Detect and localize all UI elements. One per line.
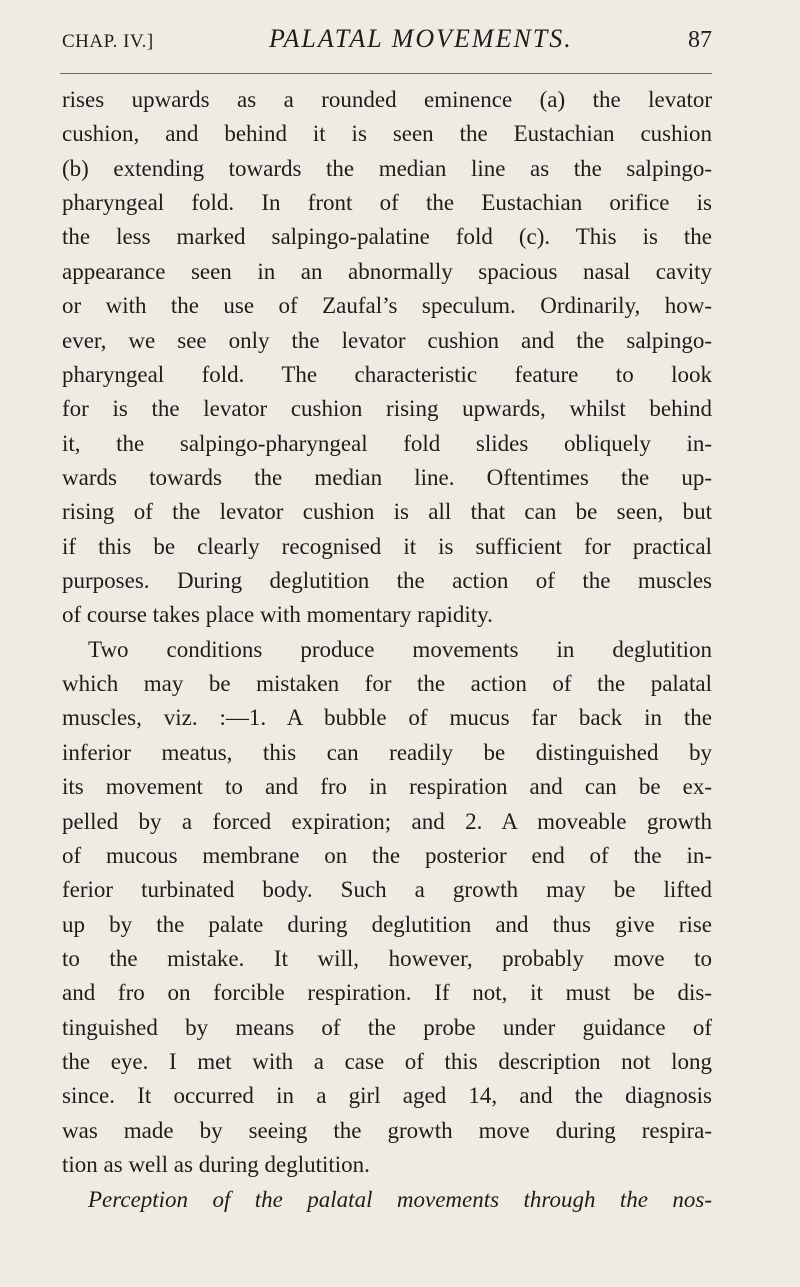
text-line: purposes. During deglutition the action of the muscles — [62, 568, 712, 594]
text-line: of course takes place with momentary rapidity. — [62, 602, 493, 628]
running-head — [62, 24, 712, 58]
text-line: wards towards the median line. Oftentimes the up- — [62, 464, 712, 490]
text-line: of mucous membrane on the posterior end of the in- — [62, 842, 712, 868]
text-line: if this be clearly recognised it is sufficient for practical — [62, 533, 712, 559]
text-line: was made by seeing the growth move during respira- — [62, 1117, 712, 1143]
text-line: cushion, and behind it is seen the Eustachian cushion — [62, 121, 712, 147]
text-line: for is the levator cushion rising upwards, whilst behind — [62, 396, 712, 422]
body-text — [62, 83, 712, 1217]
text-line: pharyngeal fold. In front of the Eustachian orifice is — [62, 190, 712, 216]
text-line: inferior meatus, this can readily be distinguished by — [62, 739, 712, 765]
text-line: tion as well as during deglutition. — [62, 1152, 370, 1178]
chapter-label: CHAP. IV.] — [62, 31, 154, 52]
text-line: tinguished by means of the probe under guidance of — [62, 1014, 712, 1040]
page-number: 87 — [688, 27, 712, 53]
text-line: Two conditions produce movements in deglutition — [88, 636, 712, 662]
text-line: pelled by a forced expiration; and 2. A moveable growth — [62, 808, 712, 834]
header-rule — [60, 73, 712, 74]
text-line: rising of the levator cushion is all that can be seen, but — [62, 499, 712, 525]
text-line: up by the palate during deglutition and thus give rise — [62, 911, 712, 937]
text-line: it, the salpingo-pharyngeal fold slides obliquely in- — [62, 430, 712, 456]
text-line: or with the use of Zaufal’s speculum. Ordinarily, how- — [62, 293, 712, 319]
text-line: pharyngeal fold. The characteristic feature to look — [62, 361, 712, 387]
text-line: and fro on forcible respiration. If not, it must be dis- — [62, 980, 712, 1006]
text-line: its movement to and fro in respiration and can be ex- — [62, 774, 712, 800]
text-line: (b) extending towards the median line as the salpingo- — [62, 155, 712, 181]
text-line: which may be mistaken for the action of the palatal — [62, 671, 712, 697]
text-line: appearance seen in an abnormally spacious nasal cavity — [62, 258, 712, 284]
text-line: ferior turbinated body. Such a growth may be lifted — [62, 877, 712, 903]
text-line: since. It occurred in a girl aged 14, and the diagnosis — [62, 1083, 712, 1109]
page-heading: PALATAL MOVEMENTS. — [269, 24, 573, 53]
text-line: rises upwards as a rounded eminence (a) the levator — [62, 87, 712, 112]
text-line: Perception of the palatal movements through the nos- — [88, 1186, 712, 1212]
text-line: the eye. I met with a case of this description not long — [62, 1049, 712, 1075]
text-line: the less marked salpingo-palatine fold (c). This is the — [62, 224, 712, 250]
text-line: to the mistake. It will, however, probably move to — [62, 945, 712, 971]
text-line: muscles, viz. :—1. A bubble of mucus far back in the — [62, 705, 712, 731]
text-line: ever, we see only the levator cushion and the salpingo- — [62, 327, 712, 353]
